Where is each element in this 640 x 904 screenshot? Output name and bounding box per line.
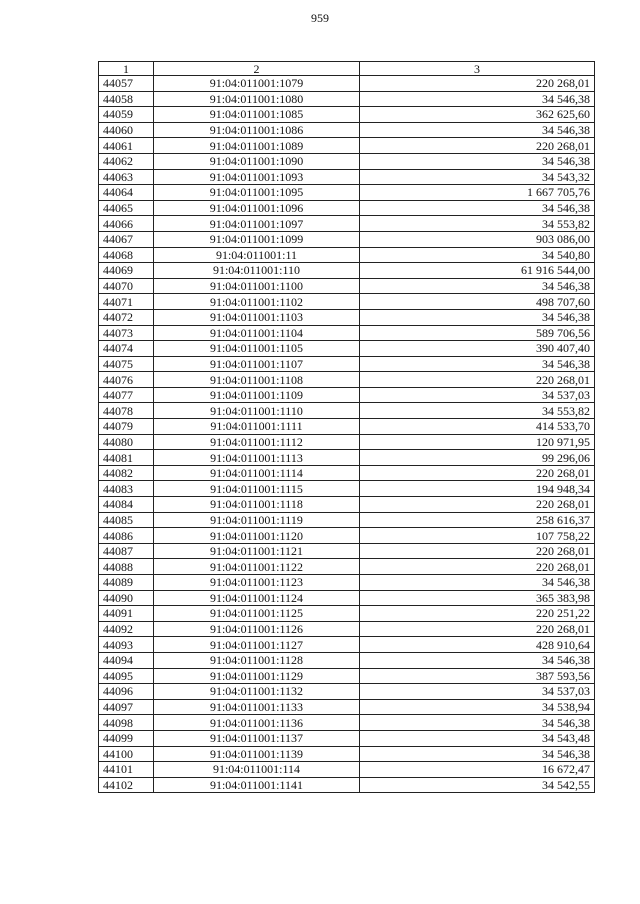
table-row	[99, 294, 595, 310]
row-number-cell: 44063	[99, 169, 154, 185]
table-row	[99, 107, 595, 123]
cadastral-number-cell: 91:04:011001:1125	[154, 606, 360, 622]
cadastral-number-cell: 91:04:011001:1127	[154, 637, 360, 653]
cadastral-number-cell: 91:04:011001:1113	[154, 450, 360, 466]
cadastral-value-cell: 220 268,01	[360, 497, 595, 513]
table-row	[99, 169, 595, 185]
row-number-cell: 44094	[99, 652, 154, 668]
cadastral-value-cell: 61 916 544,00	[360, 263, 595, 279]
table-row	[99, 138, 595, 154]
row-number-cell: 44062	[99, 153, 154, 169]
cadastral-number-cell: 91:04:011001:1096	[154, 200, 360, 216]
table-row	[99, 153, 595, 169]
cadastral-value-cell: 34 546,38	[360, 91, 595, 107]
row-number-cell: 44057	[99, 76, 154, 92]
row-number-cell: 44083	[99, 481, 154, 497]
cadastral-number-cell: 91:04:011001:1137	[154, 730, 360, 746]
table-row	[99, 341, 595, 357]
cadastral-value-cell: 34 546,38	[360, 652, 595, 668]
table-row	[99, 481, 595, 497]
cadastral-number-cell: 91:04:011001:1139	[154, 746, 360, 762]
cadastral-value-cell: 220 268,01	[360, 465, 595, 481]
cadastral-number-cell: 91:04:011001:1128	[154, 652, 360, 668]
cadastral-number-cell: 91:04:011001:1085	[154, 107, 360, 123]
row-number-cell: 44091	[99, 606, 154, 622]
cadastral-value-cell: 589 706,56	[360, 325, 595, 341]
table-row	[99, 231, 595, 247]
row-number-cell: 44101	[99, 762, 154, 778]
cadastral-number-cell: 91:04:011001:1120	[154, 528, 360, 544]
cadastral-value-cell: 414 533,70	[360, 419, 595, 435]
row-number-cell: 44099	[99, 730, 154, 746]
cadastral-value-table	[98, 61, 595, 793]
cadastral-number-cell: 91:04:011001:110	[154, 263, 360, 279]
cadastral-value-cell: 34 537,03	[360, 684, 595, 700]
table-row	[99, 216, 595, 232]
cadastral-value-cell: 258 616,37	[360, 512, 595, 528]
table-row	[99, 91, 595, 107]
table-row	[99, 637, 595, 653]
cadastral-value-cell: 34 546,38	[360, 122, 595, 138]
row-number-cell: 44084	[99, 497, 154, 513]
table-body	[99, 76, 595, 793]
table-row	[99, 575, 595, 591]
row-number-cell: 44097	[99, 699, 154, 715]
row-number-cell: 44090	[99, 590, 154, 606]
table-row	[99, 372, 595, 388]
row-number-cell: 44064	[99, 185, 154, 201]
cadastral-number-cell: 91:04:011001:1124	[154, 590, 360, 606]
cadastral-value-cell: 220 268,01	[360, 138, 595, 154]
cadastral-number-cell: 91:04:011001:1107	[154, 356, 360, 372]
table-row	[99, 309, 595, 325]
cadastral-value-cell: 220 268,01	[360, 621, 595, 637]
cadastral-value-cell: 220 268,01	[360, 76, 595, 92]
table-row	[99, 528, 595, 544]
row-number-cell: 44086	[99, 528, 154, 544]
row-number-cell: 44061	[99, 138, 154, 154]
cadastral-number-cell: 91:04:011001:1132	[154, 684, 360, 700]
cadastral-value-cell: 34 546,38	[360, 278, 595, 294]
cadastral-number-cell: 91:04:011001:1108	[154, 372, 360, 388]
cadastral-value-cell: 34 546,38	[360, 715, 595, 731]
cadastral-value-cell: 34 543,32	[360, 169, 595, 185]
table-row	[99, 590, 595, 606]
table-row	[99, 543, 595, 559]
cadastral-number-cell: 91:04:011001:1079	[154, 76, 360, 92]
cadastral-value-cell: 390 407,40	[360, 341, 595, 357]
table-row	[99, 200, 595, 216]
row-number-cell: 44066	[99, 216, 154, 232]
cadastral-number-cell: 91:04:011001:1115	[154, 481, 360, 497]
table-row	[99, 668, 595, 684]
row-number-cell: 44072	[99, 309, 154, 325]
cadastral-number-cell: 91:04:011001:1110	[154, 403, 360, 419]
cadastral-number-cell: 91:04:011001:1100	[154, 278, 360, 294]
row-number-cell: 44069	[99, 263, 154, 279]
table-row	[99, 76, 595, 92]
cadastral-number-cell: 91:04:011001:1123	[154, 575, 360, 591]
row-number-cell: 44098	[99, 715, 154, 731]
row-number-cell: 44070	[99, 278, 154, 294]
table-row	[99, 746, 595, 762]
row-number-cell: 44082	[99, 465, 154, 481]
row-number-cell: 44095	[99, 668, 154, 684]
cadastral-number-cell: 91:04:011001:1093	[154, 169, 360, 185]
cadastral-number-cell: 91:04:011001:114	[154, 762, 360, 778]
cadastral-value-cell: 428 910,64	[360, 637, 595, 653]
cadastral-value-cell: 34 546,38	[360, 153, 595, 169]
row-number-cell: 44085	[99, 512, 154, 528]
cadastral-value-cell: 903 086,00	[360, 231, 595, 247]
column-header-1: 1	[99, 62, 154, 76]
cadastral-number-cell: 91:04:011001:1086	[154, 122, 360, 138]
table-row	[99, 434, 595, 450]
cadastral-number-cell: 91:04:011001:1099	[154, 231, 360, 247]
table-row	[99, 450, 595, 466]
table-row	[99, 730, 595, 746]
table-row	[99, 606, 595, 622]
cadastral-number-cell: 91:04:011001:1136	[154, 715, 360, 731]
row-number-cell: 44071	[99, 294, 154, 310]
cadastral-value-cell: 1 667 705,76	[360, 185, 595, 201]
cadastral-value-cell: 498 707,60	[360, 294, 595, 310]
cadastral-number-cell: 91:04:011001:1097	[154, 216, 360, 232]
cadastral-number-cell: 91:04:011001:1122	[154, 559, 360, 575]
row-number-cell: 44081	[99, 450, 154, 466]
table-row	[99, 512, 595, 528]
cadastral-value-cell: 34 546,38	[360, 309, 595, 325]
table-row	[99, 122, 595, 138]
cadastral-value-cell: 34 537,03	[360, 387, 595, 403]
cadastral-value-cell: 34 553,82	[360, 216, 595, 232]
cadastral-value-cell: 34 542,55	[360, 777, 595, 793]
cadastral-value-cell: 220 251,22	[360, 606, 595, 622]
table-row	[99, 699, 595, 715]
cadastral-number-cell: 91:04:011001:1089	[154, 138, 360, 154]
cadastral-value-cell: 34 546,38	[360, 575, 595, 591]
row-number-cell: 44060	[99, 122, 154, 138]
table-row	[99, 387, 595, 403]
cadastral-value-cell: 107 758,22	[360, 528, 595, 544]
cadastral-number-cell: 91:04:011001:1119	[154, 512, 360, 528]
cadastral-value-cell: 34 546,38	[360, 200, 595, 216]
row-number-cell: 44079	[99, 419, 154, 435]
row-number-cell: 44092	[99, 621, 154, 637]
cadastral-number-cell: 91:04:011001:1121	[154, 543, 360, 559]
table-row	[99, 652, 595, 668]
row-number-cell: 44096	[99, 684, 154, 700]
cadastral-number-cell: 91:04:011001:1133	[154, 699, 360, 715]
cadastral-number-cell: 91:04:011001:1104	[154, 325, 360, 341]
row-number-cell: 44102	[99, 777, 154, 793]
cadastral-value-cell: 365 383,98	[360, 590, 595, 606]
cadastral-value-cell: 362 625,60	[360, 107, 595, 123]
cadastral-number-cell: 91:04:011001:11	[154, 247, 360, 263]
table-row	[99, 559, 595, 575]
table-row	[99, 403, 595, 419]
column-header-2: 2	[154, 62, 360, 76]
cadastral-value-cell: 120 971,95	[360, 434, 595, 450]
cadastral-value-cell: 220 268,01	[360, 559, 595, 575]
table-row	[99, 247, 595, 263]
row-number-cell: 44068	[99, 247, 154, 263]
table-row	[99, 684, 595, 700]
cadastral-value-cell: 34 540,80	[360, 247, 595, 263]
row-number-cell: 44073	[99, 325, 154, 341]
cadastral-number-cell: 91:04:011001:1141	[154, 777, 360, 793]
cadastral-number-cell: 91:04:011001:1129	[154, 668, 360, 684]
table-row	[99, 185, 595, 201]
cadastral-number-cell: 91:04:011001:1118	[154, 497, 360, 513]
cadastral-value-cell: 220 268,01	[360, 543, 595, 559]
cadastral-value-cell: 194 948,34	[360, 481, 595, 497]
table-row	[99, 325, 595, 341]
cadastral-number-cell: 91:04:011001:1095	[154, 185, 360, 201]
cadastral-number-cell: 91:04:011001:1105	[154, 341, 360, 357]
row-number-cell: 44089	[99, 575, 154, 591]
row-number-cell: 44087	[99, 543, 154, 559]
table-row	[99, 762, 595, 778]
cadastral-value-cell: 16 672,47	[360, 762, 595, 778]
cadastral-number-cell: 91:04:011001:1090	[154, 153, 360, 169]
cadastral-number-cell: 91:04:011001:1112	[154, 434, 360, 450]
table-row	[99, 419, 595, 435]
row-number-cell: 44080	[99, 434, 154, 450]
cadastral-value-cell: 99 296,06	[360, 450, 595, 466]
page-number: 959	[311, 11, 329, 25]
row-number-cell: 44074	[99, 341, 154, 357]
row-number-cell: 44059	[99, 107, 154, 123]
table-row	[99, 777, 595, 793]
row-number-cell: 44075	[99, 356, 154, 372]
column-header-3: 3	[360, 62, 595, 76]
row-number-cell: 44058	[99, 91, 154, 107]
cadastral-number-cell: 91:04:011001:1109	[154, 387, 360, 403]
cadastral-value-cell: 34 546,38	[360, 356, 595, 372]
cadastral-value-cell: 34 538,94	[360, 699, 595, 715]
cadastral-number-cell: 91:04:011001:1111	[154, 419, 360, 435]
cadastral-number-cell: 91:04:011001:1102	[154, 294, 360, 310]
table-row	[99, 497, 595, 513]
cadastral-value-cell: 34 543,48	[360, 730, 595, 746]
table-header-row	[99, 62, 595, 76]
row-number-cell: 44076	[99, 372, 154, 388]
row-number-cell: 44100	[99, 746, 154, 762]
table-row	[99, 621, 595, 637]
table-row	[99, 356, 595, 372]
table-row	[99, 278, 595, 294]
row-number-cell: 44065	[99, 200, 154, 216]
cadastral-value-cell: 220 268,01	[360, 372, 595, 388]
row-number-cell: 44078	[99, 403, 154, 419]
row-number-cell: 44077	[99, 387, 154, 403]
table-row	[99, 263, 595, 279]
cadastral-number-cell: 91:04:011001:1080	[154, 91, 360, 107]
cadastral-number-cell: 91:04:011001:1103	[154, 309, 360, 325]
cadastral-value-cell: 34 553,82	[360, 403, 595, 419]
cadastral-value-cell: 387 593,56	[360, 668, 595, 684]
table-row	[99, 465, 595, 481]
row-number-cell: 44088	[99, 559, 154, 575]
table-row	[99, 715, 595, 731]
row-number-cell: 44093	[99, 637, 154, 653]
row-number-cell: 44067	[99, 231, 154, 247]
cadastral-value-cell: 34 546,38	[360, 746, 595, 762]
cadastral-number-cell: 91:04:011001:1126	[154, 621, 360, 637]
cadastral-number-cell: 91:04:011001:1114	[154, 465, 360, 481]
